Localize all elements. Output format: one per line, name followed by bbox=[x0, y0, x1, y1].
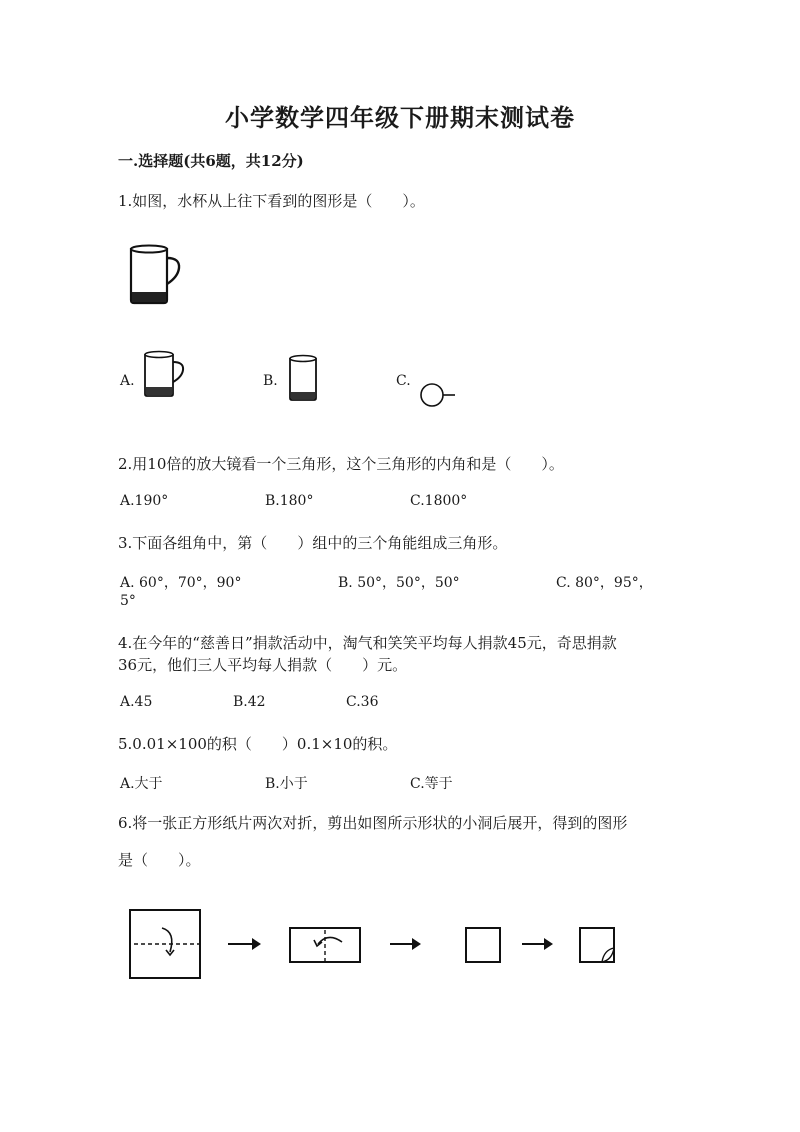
arrow-icon-3 bbox=[522, 938, 553, 950]
question-6-text-line1: 6.将一张正方形纸片两次对折，剪出如图所示形状的小洞后展开，得到的图形 bbox=[118, 814, 628, 832]
q2-option-c: C.1800° bbox=[410, 493, 468, 509]
cup-handle bbox=[167, 258, 179, 284]
paper-folding-diagram bbox=[120, 900, 640, 990]
fold-step-1-square bbox=[130, 910, 200, 978]
question-4-text-line1: 4.在今年的“慈善日”捐款活动中，淘气和笑笑平均每人捐款45元，奇思捐款 bbox=[118, 634, 617, 652]
q1-option-c-label: C. bbox=[396, 373, 411, 389]
arrow-icon-1 bbox=[228, 938, 261, 950]
question-5-text: 5.0.01×100的积（ ）0.1×10的积。 bbox=[118, 735, 398, 753]
cup-base-band bbox=[132, 292, 166, 302]
q5-option-b: B.小于 bbox=[265, 776, 308, 792]
q4-option-c: C.36 bbox=[346, 694, 379, 710]
fold-step-3-square bbox=[466, 928, 500, 962]
q4-option-a: A.45 bbox=[120, 694, 153, 710]
q3-option-a: A. 60°，70°，90° bbox=[120, 575, 242, 591]
page-title: 小学数学四年级下册期末测试卷 bbox=[225, 103, 575, 132]
question-1-text: 1.如图，水杯从上往下看到的图形是（ ）。 bbox=[118, 192, 425, 210]
cup-rim bbox=[131, 246, 167, 253]
q1-option-a-label: A. bbox=[120, 373, 135, 389]
arrow-icon-2 bbox=[390, 938, 421, 950]
q3-option-c-continued: 5° bbox=[120, 593, 136, 609]
fold-step-4-square-with-hole bbox=[580, 928, 614, 962]
q1-option-b-cylinder-icon bbox=[286, 354, 322, 406]
question-3-text: 3.下面各组角中，第（ ）组中的三个角能组成三角形。 bbox=[118, 534, 508, 552]
q5-option-c: C.等于 bbox=[410, 776, 453, 792]
question-2-text: 2.用10倍的放大镜看一个三角形，这个三角形的内角和是（ ）。 bbox=[118, 455, 564, 473]
fold-step-2-rectangle bbox=[290, 928, 360, 962]
q2-option-a: A.190° bbox=[120, 493, 169, 509]
question-4-text-line2: 36元，他们三人平均每人捐款（ ）元。 bbox=[118, 656, 408, 674]
section-heading: 一.选择题(共6题，共12分) bbox=[118, 152, 304, 170]
q4-option-b: B.42 bbox=[233, 694, 266, 710]
q1-option-b-label: B. bbox=[263, 373, 278, 389]
q5-option-a: A.大于 bbox=[120, 776, 163, 792]
q2-option-b: B.180° bbox=[265, 493, 314, 509]
q1-option-c-top-view-icon bbox=[418, 382, 464, 408]
q3-option-c: C. 80°，95°， bbox=[556, 575, 653, 591]
q3-option-b: B. 50°，50°，50° bbox=[338, 575, 460, 591]
question-6-text-line2: 是（ ）。 bbox=[118, 851, 201, 869]
q1-option-a-cup-icon bbox=[141, 350, 187, 400]
cup-figure bbox=[126, 244, 186, 306]
